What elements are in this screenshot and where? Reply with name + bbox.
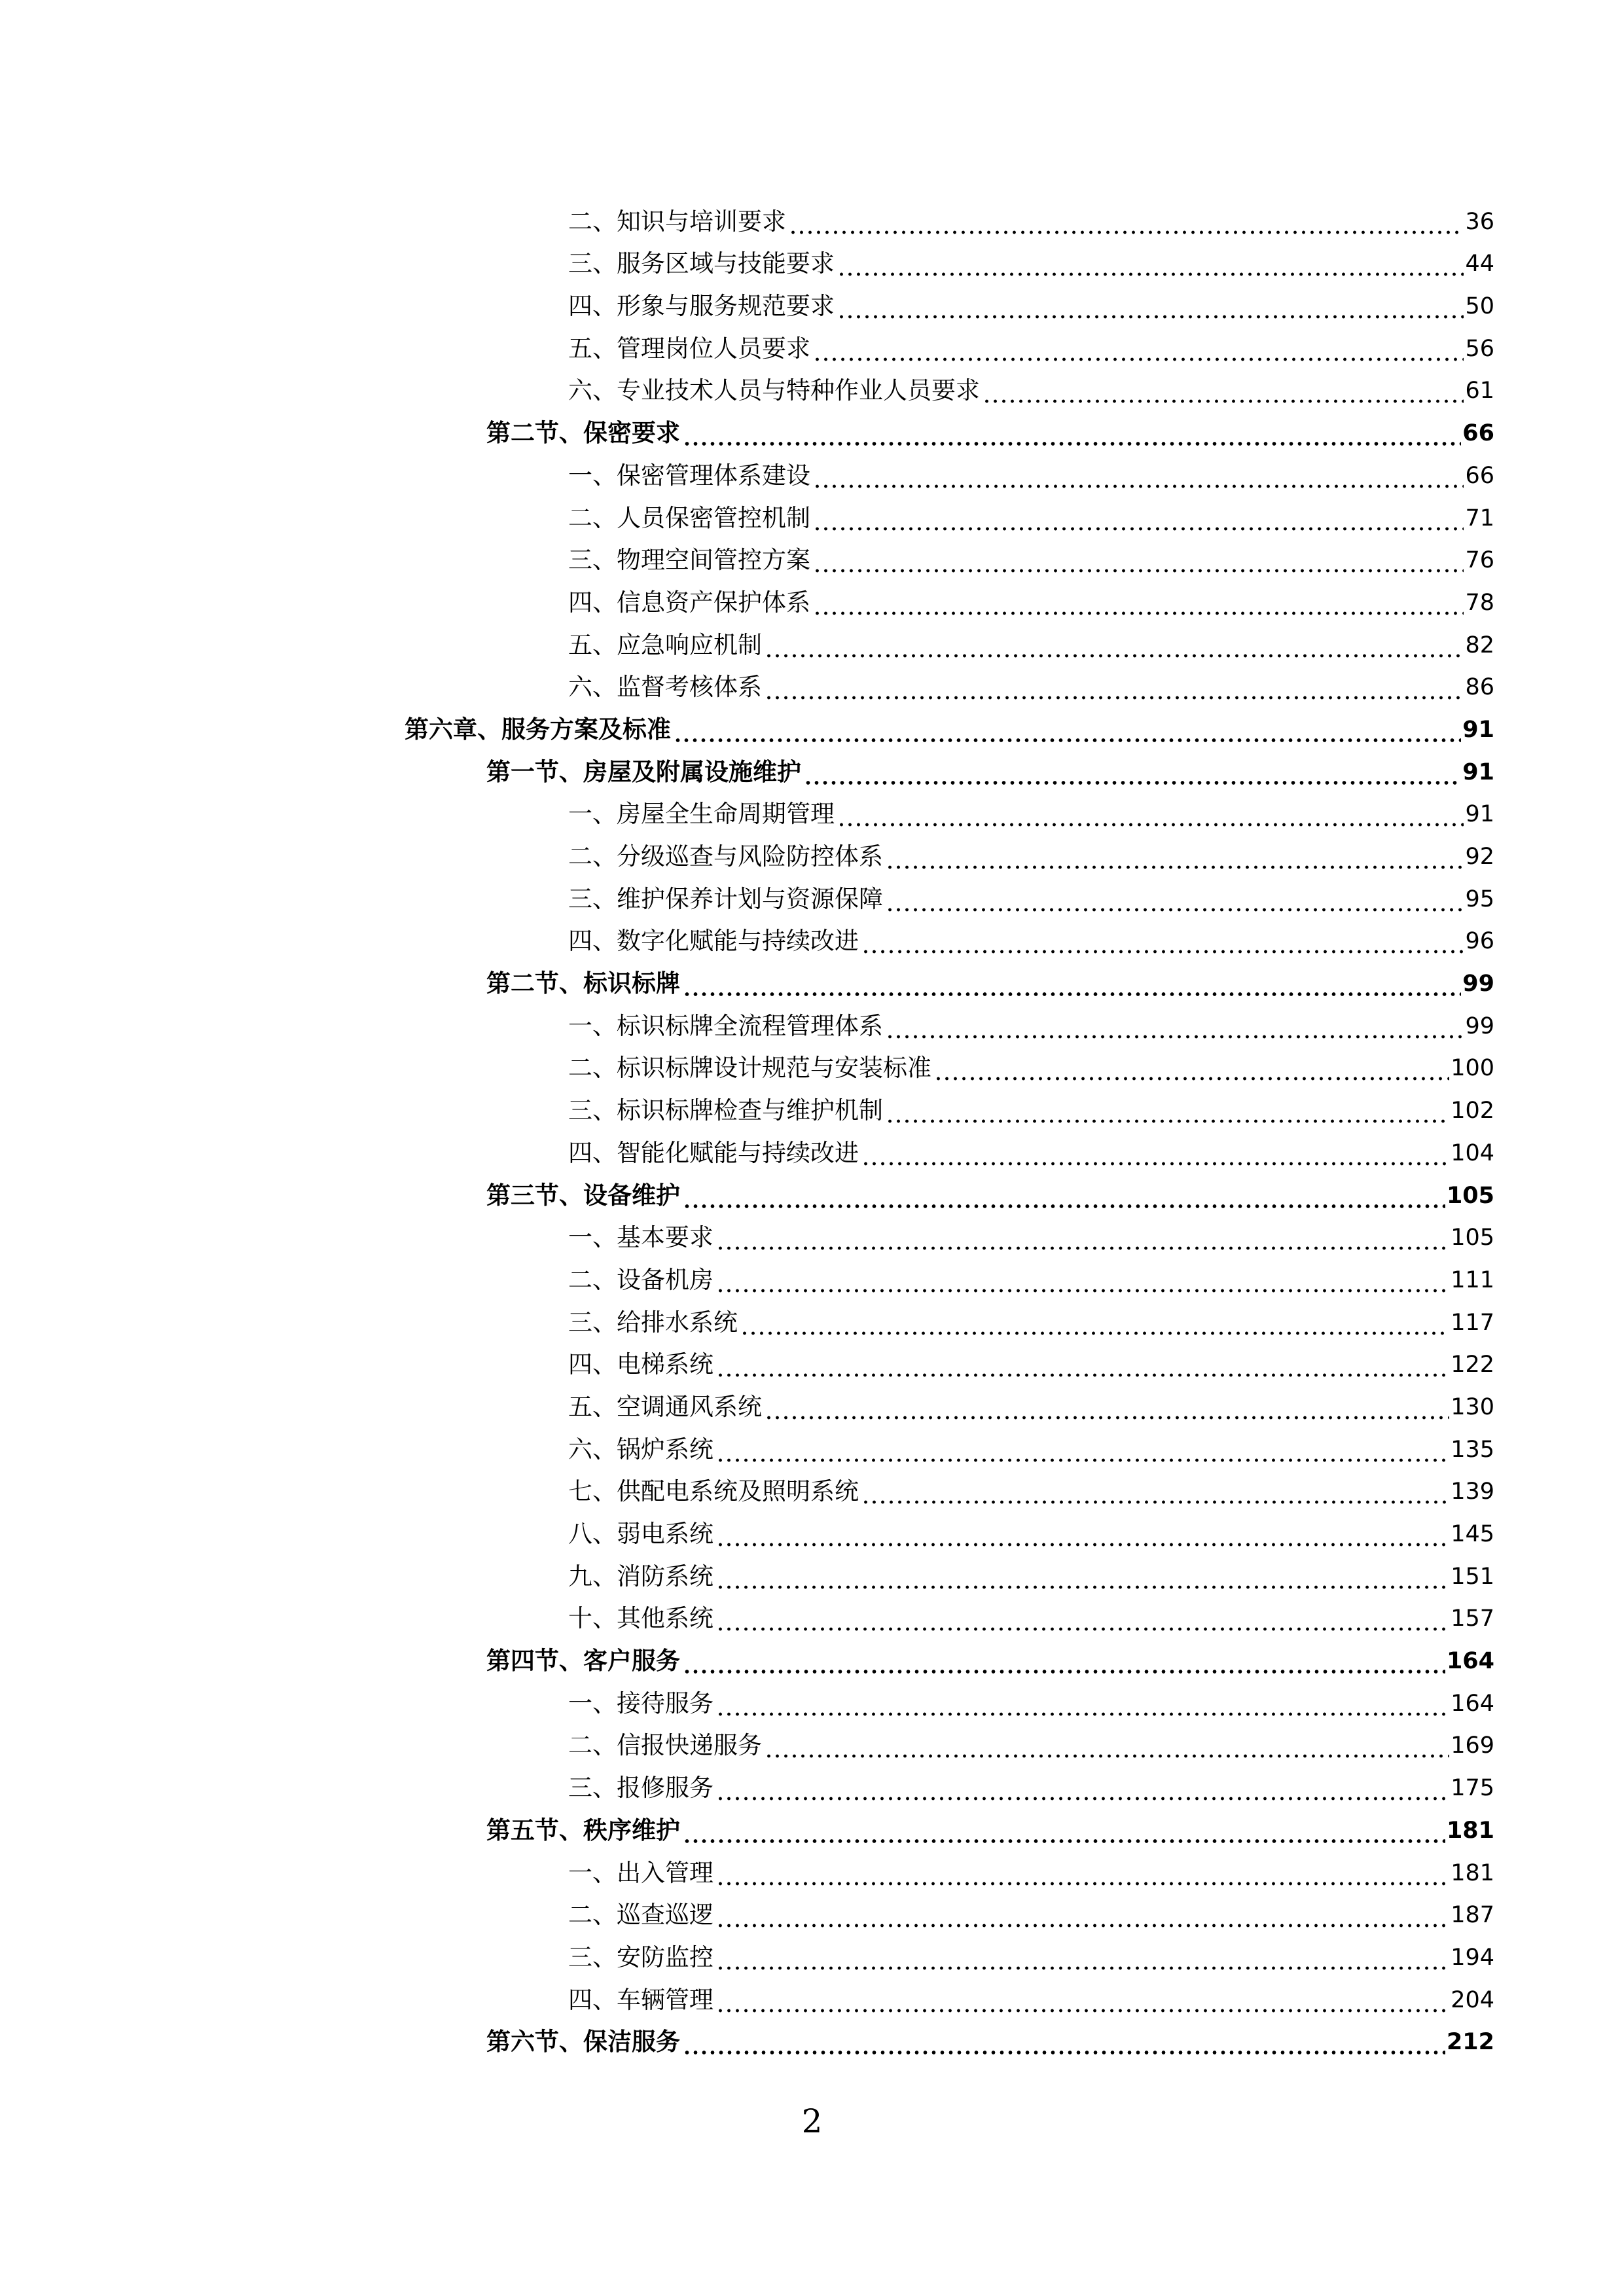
dot-leader bbox=[716, 1265, 1449, 1296]
toc-entry-item[interactable] bbox=[0, 1211, 1624, 1254]
dot-leader bbox=[683, 2026, 1445, 2058]
toc-entry-item[interactable] bbox=[0, 872, 1624, 915]
toc-entry-title: 二、巡查巡逻 bbox=[568, 1899, 715, 1931]
toc-entry-title: 第五节、秩序维护 bbox=[486, 1815, 681, 1846]
toc-entry-page: 78 bbox=[1465, 589, 1494, 616]
toc-entry-item[interactable] bbox=[0, 1761, 1624, 1804]
toc-entry-item[interactable] bbox=[0, 1889, 1624, 1931]
toc-entry-title: 第六章、服务方案及标准 bbox=[405, 714, 672, 745]
dot-leader bbox=[716, 1942, 1449, 1973]
dot-leader bbox=[683, 1815, 1445, 1846]
toc-entry-page: 187 bbox=[1451, 1902, 1494, 1929]
toc-entry-item[interactable] bbox=[0, 492, 1624, 534]
toc-entry-title: 二、人员保密管控机制 bbox=[568, 503, 812, 534]
toc-entry-title: 一、接待服务 bbox=[568, 1688, 715, 1719]
toc-entry-title: 六、专业技术人员与特种作业人员要求 bbox=[568, 375, 981, 406]
dot-leader bbox=[813, 460, 1464, 492]
toc-entry-title: 第四节、客户服务 bbox=[486, 1645, 681, 1677]
toc-entry-page: 99 bbox=[1462, 971, 1494, 997]
toc-entry-item[interactable] bbox=[0, 1338, 1624, 1381]
table-of-contents bbox=[0, 195, 1624, 2058]
dot-leader bbox=[804, 757, 1461, 788]
toc-entry-item[interactable] bbox=[0, 576, 1624, 619]
toc-entry-item[interactable] bbox=[0, 830, 1624, 872]
toc-entry-item[interactable] bbox=[0, 1423, 1624, 1465]
toc-entry-item[interactable] bbox=[0, 788, 1624, 831]
toc-entry-page: 56 bbox=[1465, 335, 1494, 362]
toc-entry-item[interactable] bbox=[0, 1253, 1624, 1296]
toc-entry-title: 一、保密管理体系建设 bbox=[568, 460, 812, 492]
toc-entry-title: 第二节、标识标牌 bbox=[486, 968, 681, 999]
toc-entry-page: 212 bbox=[1446, 2029, 1494, 2056]
toc-entry-page: 36 bbox=[1465, 208, 1494, 235]
toc-entry-section[interactable] bbox=[0, 406, 1624, 449]
toc-entry-page: 105 bbox=[1451, 1225, 1494, 1251]
toc-entry-section[interactable] bbox=[0, 745, 1624, 788]
toc-entry-title: 第三节、设备维护 bbox=[486, 1180, 681, 1211]
toc-entry-page: 91 bbox=[1465, 801, 1494, 828]
toc-entry-section[interactable] bbox=[0, 957, 1624, 999]
toc-entry-title: 四、数字化赋能与持续改进 bbox=[568, 925, 860, 957]
toc-entry-page: 66 bbox=[1465, 462, 1494, 489]
toc-entry-item[interactable] bbox=[0, 1719, 1624, 1762]
toc-entry-item[interactable] bbox=[0, 534, 1624, 577]
toc-entry-title: 二、设备机房 bbox=[568, 1265, 715, 1296]
toc-entry-item[interactable] bbox=[0, 1677, 1624, 1719]
toc-entry-title: 八、弱电系统 bbox=[568, 1518, 715, 1550]
dot-leader bbox=[716, 1688, 1449, 1719]
toc-entry-page: 181 bbox=[1451, 1859, 1494, 1886]
toc-entry-page: 92 bbox=[1465, 844, 1494, 870]
toc-entry-page: 164 bbox=[1451, 1690, 1494, 1717]
dot-leader bbox=[683, 418, 1461, 449]
toc-entry-page: 96 bbox=[1465, 928, 1494, 955]
toc-entry-page: 139 bbox=[1451, 1479, 1494, 1505]
dot-leader bbox=[983, 375, 1464, 406]
toc-entry-page: 204 bbox=[1451, 1986, 1494, 2013]
toc-entry-item[interactable] bbox=[0, 449, 1624, 492]
dot-leader bbox=[861, 1476, 1449, 1507]
toc-entry-page: 91 bbox=[1462, 716, 1494, 743]
dot-leader bbox=[674, 714, 1461, 745]
toc-entry-title: 一、标识标牌全流程管理体系 bbox=[568, 1011, 884, 1042]
toc-entry-item[interactable] bbox=[0, 1846, 1624, 1889]
toc-entry-section[interactable] bbox=[0, 1169, 1624, 1211]
toc-entry-page: 151 bbox=[1451, 1563, 1494, 1590]
dot-leader bbox=[683, 968, 1461, 999]
dot-leader bbox=[813, 587, 1464, 619]
toc-entry-section[interactable] bbox=[0, 1804, 1624, 1846]
dot-leader bbox=[716, 1857, 1449, 1889]
toc-entry-title: 第二节、保密要求 bbox=[486, 418, 681, 449]
toc-entry-item[interactable] bbox=[0, 1550, 1624, 1592]
toc-entry-item[interactable] bbox=[0, 238, 1624, 280]
toc-entry-title: 六、锅炉系统 bbox=[568, 1434, 715, 1465]
dot-leader bbox=[789, 206, 1464, 238]
dot-leader bbox=[861, 925, 1464, 957]
dot-leader bbox=[813, 503, 1464, 534]
toc-entry-item[interactable] bbox=[0, 1084, 1624, 1126]
toc-entry-item[interactable] bbox=[0, 1931, 1624, 1973]
toc-entry-title: 一、基本要求 bbox=[568, 1222, 715, 1253]
toc-entry-title: 三、安防监控 bbox=[568, 1942, 715, 1973]
dot-leader bbox=[716, 1603, 1449, 1634]
dot-leader bbox=[716, 1561, 1449, 1592]
dot-leader bbox=[886, 1095, 1449, 1126]
dot-leader bbox=[716, 1984, 1449, 2016]
toc-entry-title: 五、管理岗位人员要求 bbox=[568, 333, 812, 365]
toc-entry-title: 四、车辆管理 bbox=[568, 1984, 715, 2016]
toc-entry-title: 三、物理空间管控方案 bbox=[568, 545, 812, 576]
toc-entry-page: 102 bbox=[1451, 1098, 1494, 1124]
toc-entry-page: 76 bbox=[1465, 547, 1494, 574]
toc-entry-title: 六、监督考核体系 bbox=[568, 672, 763, 703]
toc-entry-item[interactable] bbox=[0, 1465, 1624, 1508]
toc-entry-title: 第一节、房屋及附属设施维护 bbox=[486, 757, 803, 788]
toc-entry-title: 四、信息资产保护体系 bbox=[568, 587, 812, 619]
toc-entry-item[interactable] bbox=[0, 1126, 1624, 1169]
toc-entry-page: 99 bbox=[1465, 1013, 1494, 1039]
toc-entry-title: 三、标识标牌检查与维护机制 bbox=[568, 1095, 884, 1126]
toc-entry-item[interactable] bbox=[0, 915, 1624, 958]
dot-leader bbox=[765, 1391, 1449, 1423]
toc-entry-page: 82 bbox=[1465, 632, 1494, 658]
dot-leader bbox=[837, 291, 1464, 322]
toc-entry-title: 九、消防系统 bbox=[568, 1561, 715, 1592]
toc-entry-page: 71 bbox=[1465, 505, 1494, 531]
toc-entry-page: 111 bbox=[1451, 1266, 1494, 1293]
toc-entry-item[interactable] bbox=[0, 619, 1624, 661]
toc-entry-page: 164 bbox=[1446, 1648, 1494, 1675]
dot-leader bbox=[886, 884, 1464, 915]
dot-leader bbox=[716, 1222, 1449, 1253]
toc-entry-page: 104 bbox=[1451, 1139, 1494, 1166]
toc-entry-item[interactable] bbox=[0, 999, 1624, 1042]
toc-entry-item[interactable] bbox=[0, 1296, 1624, 1338]
toc-entry-item[interactable] bbox=[0, 1592, 1624, 1635]
toc-entry-item[interactable] bbox=[0, 322, 1624, 365]
toc-entry-title: 五、空调通风系统 bbox=[568, 1391, 763, 1423]
toc-entry-page: 91 bbox=[1462, 759, 1494, 785]
toc-entry-page: 122 bbox=[1451, 1352, 1494, 1378]
dot-leader bbox=[716, 1434, 1449, 1465]
toc-entry-title: 二、分级巡查与风险防控体系 bbox=[568, 841, 884, 872]
dot-leader bbox=[934, 1052, 1449, 1084]
toc-entry-page: 50 bbox=[1465, 293, 1494, 320]
toc-entry-item[interactable] bbox=[0, 1380, 1624, 1423]
toc-entry-title: 第六节、保洁服务 bbox=[486, 2026, 681, 2058]
dot-leader bbox=[837, 798, 1464, 830]
toc-entry-page: 86 bbox=[1465, 674, 1494, 701]
toc-entry-page: 105 bbox=[1446, 1182, 1494, 1209]
toc-entry-title: 五、应急响应机制 bbox=[568, 630, 763, 661]
toc-entry-page: 95 bbox=[1465, 886, 1494, 912]
dot-leader bbox=[813, 545, 1464, 576]
toc-entry-item[interactable] bbox=[0, 1507, 1624, 1550]
toc-entry-page: 100 bbox=[1451, 1055, 1494, 1082]
dot-leader bbox=[683, 1180, 1445, 1211]
toc-entry-page: 181 bbox=[1446, 1817, 1494, 1844]
toc-entry-item[interactable] bbox=[0, 1042, 1624, 1085]
toc-entry-page: 130 bbox=[1451, 1393, 1494, 1420]
toc-entry-page: 157 bbox=[1451, 1605, 1494, 1632]
toc-entry-chapter[interactable] bbox=[0, 703, 1624, 745]
toc-entry-title: 三、给排水系统 bbox=[568, 1307, 739, 1338]
toc-entry-title: 二、信报快递服务 bbox=[568, 1730, 763, 1761]
dot-leader bbox=[886, 841, 1464, 872]
toc-entry-title: 四、智能化赋能与持续改进 bbox=[568, 1138, 860, 1169]
toc-entry-title: 一、出入管理 bbox=[568, 1857, 715, 1889]
toc-entry-title: 二、标识标牌设计规范与安装标准 bbox=[568, 1052, 933, 1084]
dot-leader bbox=[861, 1138, 1449, 1169]
dot-leader bbox=[837, 248, 1464, 279]
toc-entry-item[interactable] bbox=[0, 661, 1624, 704]
toc-entry-page: 169 bbox=[1451, 1732, 1494, 1759]
toc-entry-page: 117 bbox=[1451, 1309, 1494, 1336]
toc-entry-title: 四、形象与服务规范要求 bbox=[568, 291, 836, 322]
dot-leader bbox=[740, 1307, 1449, 1338]
toc-entry-title: 三、服务区域与技能要求 bbox=[568, 248, 836, 279]
toc-entry-title: 一、房屋全生命周期管理 bbox=[568, 798, 836, 830]
dot-leader bbox=[716, 1899, 1449, 1931]
toc-entry-page: 61 bbox=[1465, 378, 1494, 404]
toc-entry-page: 66 bbox=[1462, 420, 1494, 447]
dot-leader bbox=[683, 1645, 1445, 1677]
dot-leader bbox=[886, 1011, 1464, 1042]
dot-leader bbox=[765, 672, 1464, 703]
toc-entry-title: 三、报修服务 bbox=[568, 1772, 715, 1804]
dot-leader bbox=[813, 333, 1464, 365]
toc-entry-item[interactable] bbox=[0, 279, 1624, 322]
dot-leader bbox=[716, 1772, 1449, 1804]
toc-entry-section[interactable] bbox=[0, 2016, 1624, 2058]
toc-entry-item[interactable] bbox=[0, 1973, 1624, 2016]
dot-leader bbox=[765, 1730, 1449, 1761]
toc-entry-page: 175 bbox=[1451, 1775, 1494, 1802]
dot-leader bbox=[716, 1349, 1449, 1380]
dot-leader bbox=[716, 1518, 1449, 1550]
toc-entry-page: 135 bbox=[1451, 1436, 1494, 1463]
toc-entry-title: 四、电梯系统 bbox=[568, 1349, 715, 1380]
toc-entry-item[interactable] bbox=[0, 365, 1624, 407]
page-number: 2 bbox=[801, 2102, 823, 2140]
toc-entry-page: 44 bbox=[1465, 251, 1494, 278]
toc-entry-page: 194 bbox=[1451, 1944, 1494, 1971]
toc-entry-item[interactable] bbox=[0, 195, 1624, 238]
toc-entry-title: 二、知识与培训要求 bbox=[568, 206, 787, 238]
toc-entry-page: 145 bbox=[1451, 1521, 1494, 1547]
toc-entry-title: 十、其他系统 bbox=[568, 1603, 715, 1634]
toc-entry-section[interactable] bbox=[0, 1634, 1624, 1677]
toc-entry-title: 七、供配电系统及照明系统 bbox=[568, 1476, 860, 1507]
toc-entry-title: 三、维护保养计划与资源保障 bbox=[568, 884, 884, 915]
dot-leader bbox=[765, 630, 1464, 661]
